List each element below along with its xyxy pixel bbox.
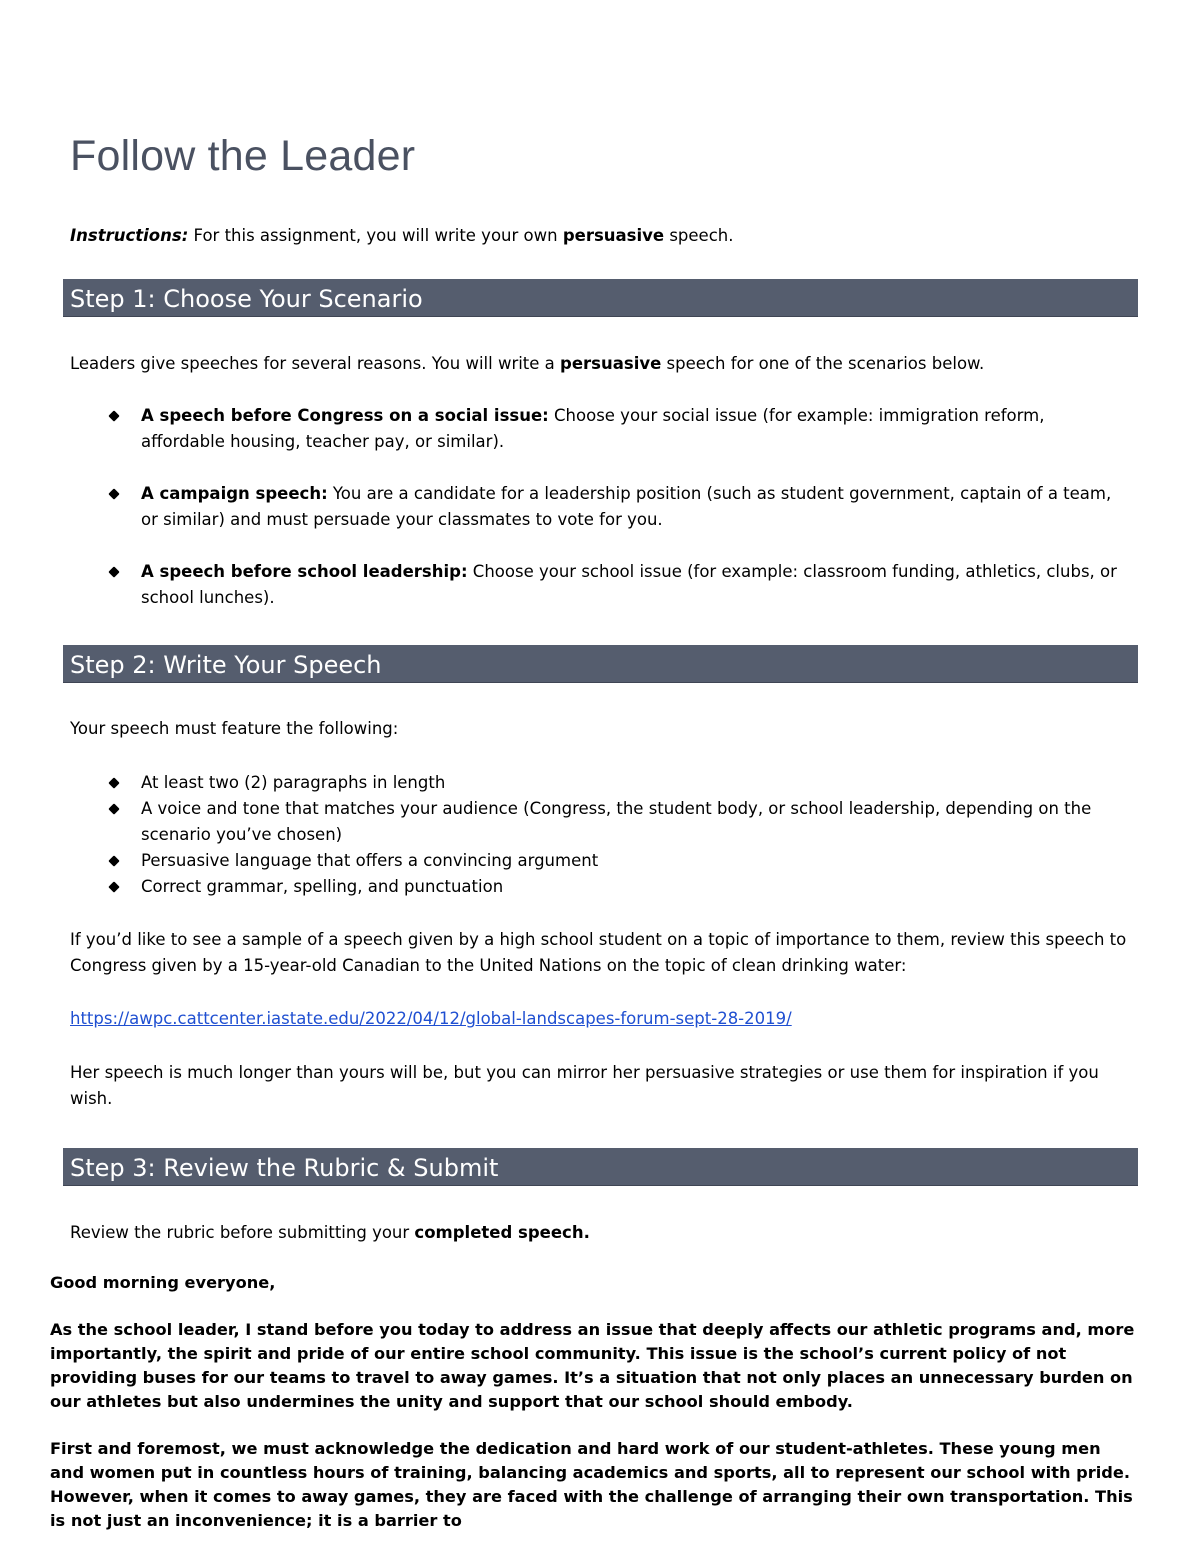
sample-link-line: [70, 1006, 1130, 1032]
instructions: [70, 224, 734, 248]
requirement-text: Persuasive language that offers a convincing argument: [141, 851, 599, 870]
step2-intro: Your speech must feature the following:: [70, 719, 399, 738]
speech-paragraph-1: As the school leader, I stand before you today to address an issue that deeply affects our athletic programs and, more importantly, the spirit and pride of our entire school community. This issue is the school’s current policy of not providing buses for our teams to travel to away games. It’s a situation that not only places an unnecessary burden on our athletes but also undermines the unity and support that our school should embody.: [50, 1320, 1135, 1411]
requirement-text: Correct grammar, spelling, and punctuation: [141, 877, 504, 896]
scenario-text: Choose your social issue (for example: immigration reform, affordable housing, teacher pay, or similar).: [141, 406, 1045, 451]
scenario-text: You are a candidate for a leadership position (such as student government, captain of a team, or similar) and must persuade your classmates to vote for you.: [141, 484, 1112, 529]
step2-heading: Step 2: Write Your Speech: [63, 645, 1138, 683]
requirement-text: At least two (2) paragraphs in length: [141, 773, 446, 792]
speech-note: Her speech is much longer than yours will be, but you can mirror her persuasive strategies or use them for inspiration if you wish.: [70, 1063, 1099, 1108]
list-item: [70, 403, 1130, 455]
bullet-icon: [108, 881, 119, 892]
list-item: [70, 770, 1130, 796]
sample-speech-link[interactable]: https://awpc.cattcenter.iastate.edu/2022/04/12/global-landscapes-forum-sept-28-2019/: [70, 1009, 792, 1028]
scenario-text: Choose your school issue (for example: classroom funding, athletics, clubs, or school lunches).: [141, 562, 1117, 607]
scenario-title: A speech before school leadership:: [141, 562, 468, 581]
requirements-list: [70, 770, 1130, 900]
step3-text-bold: completed speech.: [414, 1223, 590, 1242]
list-item: [70, 481, 1130, 533]
bullet-icon: [108, 803, 119, 814]
bullet-icon: [108, 855, 119, 866]
list-item: [70, 559, 1130, 611]
bullet-icon: [108, 566, 119, 577]
requirement-text: A voice and tone that matches your audience (Congress, the student body, or school leadership, depending on the scenario you’ve chosen): [141, 799, 1092, 844]
step1-intro-text: Leaders give speeches for several reasons. You will write a: [70, 354, 561, 373]
bullet-icon: [108, 488, 119, 499]
instructions-text: For this assignment, you will write your own: [188, 226, 563, 245]
bullet-icon: [108, 410, 119, 421]
scenario-list: [70, 403, 1130, 637]
step1-intro-end: speech for one of the scenarios below.: [661, 354, 985, 373]
step1-intro-bold: persuasive: [560, 354, 662, 373]
list-item: [70, 796, 1130, 848]
instructions-bold: persuasive: [562, 226, 665, 245]
sample-paragraph: If you’d like to see a sample of a speech given by a high school student on a topic of importance to them, review this speech to Congress given by a 15-year-old Canadian to the United Nations on the topic of clean drinking water:: [70, 930, 1127, 975]
step1-intro: [70, 351, 1130, 377]
step3-text: [70, 1220, 1130, 1246]
step3-heading: Step 3: Review the Rubric & Submit: [63, 1148, 1138, 1186]
speech-greeting: Good morning everyone,: [50, 1273, 276, 1292]
instructions-label: Instructions:: [70, 226, 189, 245]
list-item: [70, 874, 1130, 900]
instructions-end: speech.: [664, 226, 734, 245]
step1-heading: Step 1: Choose Your Scenario: [63, 279, 1138, 317]
page-title: Follow the Leader: [70, 132, 416, 180]
bullet-icon: [108, 777, 119, 788]
scenario-title: A campaign speech:: [141, 484, 328, 503]
scenario-title: A speech before Congress on a social issue:: [141, 406, 549, 425]
step3-text-plain: Review the rubric before submitting your: [70, 1223, 415, 1242]
speech-paragraph-2: First and foremost, we must acknowledge the dedication and hard work of our student-athletes. These young men and women put in countless hours of training, balancing academics and sports, all to represent our school with pride. However, when it comes to away games, they are faced with the challenge of arranging their own transportation. This is not just an inconvenience; it is a barrier to: [50, 1439, 1133, 1530]
list-item: [70, 848, 1130, 874]
